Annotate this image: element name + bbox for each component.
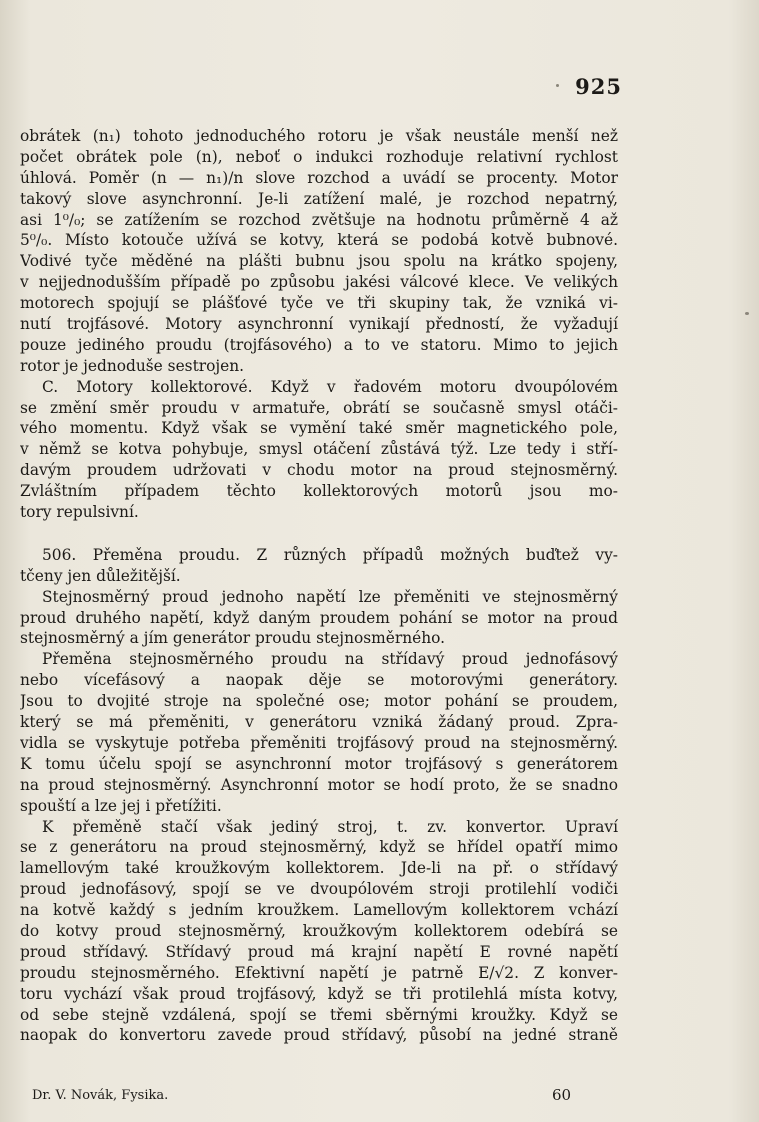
text-line: počet obrátek pole (n), neboť o indukci rozhoduje relativní rychlost xyxy=(20,147,618,166)
paragraph xyxy=(20,587,618,650)
section-heading xyxy=(20,545,618,587)
paper-speck xyxy=(556,84,559,87)
text-line: vidla se vyskytuje potřeba přeměniti trojfásový proud na stejnosměrný. xyxy=(20,733,618,752)
text-line: K přeměně stačí však jediný stroj, t. zv. konvertor. Upraví xyxy=(42,817,618,836)
text-line: vého momentu. Když však se vymění také směr magnetického pole, xyxy=(20,419,618,438)
text-line: davým proudem udržovati v chodu motor na proud stejnosměrný. xyxy=(20,461,618,480)
paragraph xyxy=(20,126,618,377)
text-line: Jsou to dvojité stroje na společné ose; motor pohání se proudem, xyxy=(20,692,618,711)
footer-author: Dr. V. Novák, Fysika. xyxy=(32,1088,169,1103)
text-line: na proud stejnosměrný. Asynchronní motor se hodí proto, že se snadno xyxy=(20,775,618,794)
text-line: 5⁰/₀. Místo kotouče užívá se kotvy, která se podobá kotvě bubnové. xyxy=(20,231,618,250)
text-line: toru vychází však proud trojfásový, když se tři protilehlá místa kotvy, xyxy=(20,984,618,1003)
text-line: Stejnosměrný proud jednoho napětí lze přeměniti ve stejnosměrný xyxy=(42,587,618,606)
text-line: na kotvě každý s jedním kroužkem. Lamellovým kollektorem vchází xyxy=(20,901,618,920)
text-line: lamellovým také kroužkovým kollektorem. Jde-li na př. o střídavý xyxy=(20,859,618,878)
text-line: nebo vícefásový a naopak děje se motorovými generátory. xyxy=(20,671,618,690)
text-line: tčeny jen důležitější. xyxy=(20,566,181,585)
paragraph xyxy=(20,817,618,1047)
paragraph xyxy=(20,377,618,523)
text-line: 506. Přeměna proudu. Z různých případů možných buďtež vy- xyxy=(42,545,618,564)
text-line: se z generátoru na proud stejnosměrný, když se hřídel opatří mimo xyxy=(20,838,618,857)
footer-signature: 60 xyxy=(552,1086,572,1104)
text-line: takový slove asynchronní. Je-li zatížení malé, je rozchod nepatrný, xyxy=(20,189,618,208)
text-line: Zvláštním případem těchto kollektorových motorů jsou mo- xyxy=(20,482,618,501)
text-line: rotor je jednoduše sestrojen. xyxy=(20,356,245,375)
text-line: v nejjednodušším případě po způsobu jakési válcové klece. Ve velikých xyxy=(20,273,618,292)
text-line: Přeměna stejnosměrného proudu na střídavý proud jednofásový xyxy=(42,650,618,669)
paper-speck xyxy=(745,312,749,315)
text-line: se změní směr proudu v armatuře, obrátí se současně smysl otáči- xyxy=(20,398,618,417)
text-line: motorech spojují se plášťové tyče ve tři skupiny tak, že vzniká vi- xyxy=(20,294,618,313)
text-line: úhlová. Poměr (n — n₁)/n slove rozchod a uvádí se procenty. Motor xyxy=(20,168,618,187)
text-line: naopak do konvertoru zavede proud střídavý, působí na jedné straně xyxy=(20,1026,618,1045)
text-line: proudu stejnosměrného. Efektivní napětí je patrně E/√2. Z konver- xyxy=(20,963,618,982)
text-line: pouze jediného proudu (trojfásového) a to ve statoru. Mimo to jejich xyxy=(20,335,618,354)
text-line: v němž se kotva pohybuje, smysl otáčení zůstává týž. Lze tedy i stří- xyxy=(20,440,618,459)
text-line: nutí trojfásové. Motory asynchronní vynikají předností, že vyžadují xyxy=(20,315,618,334)
text-line: spouští a lze jej i přetížiti. xyxy=(20,796,222,815)
text-line: do kotvy proud stejnosměrný, kroužkovým kollektorem odebírá se xyxy=(20,921,618,940)
text-line: K tomu účelu spojí se asynchronní motor trojfásový s generátorem xyxy=(20,754,618,773)
text-line: C. Motory kollektorové. Když v řadovém motoru dvoupólovém xyxy=(42,377,618,396)
text-line: proud druhého napětí, když daným proudem pohání se motor na proud xyxy=(20,608,618,627)
text-line: proud střídavý. Střídavý proud má krajní napětí E rovné napětí xyxy=(20,942,618,961)
body-text xyxy=(20,126,618,1046)
text-line: stejnosměrný a jím generátor proudu stejnosměrného. xyxy=(20,629,446,648)
text-line: tory repulsivní. xyxy=(20,503,139,522)
section-gap xyxy=(20,523,618,545)
text-line: asi 1⁰/₀; se zatížením se rozchod zvětšuje na hodnotu průměrně 4 až xyxy=(20,210,618,229)
text-line: od sebe stejně vzdálená, spojí se třemi sběrnými kroužky. Když se xyxy=(20,1005,618,1024)
text-line: proud jednofásový, spojí se ve dvoupólovém stroji protilehlí vodiči xyxy=(20,880,618,899)
text-line: obrátek (n₁) tohoto jednoduchého rotoru je však neustále menší než xyxy=(20,127,618,145)
text-line: který se má přeměniti, v generátoru vzniká žádaný proud. Zpra- xyxy=(20,713,618,732)
page-number: 925 xyxy=(575,74,622,99)
text-line: Vodivé tyče měděné na plášti bubnu jsou spolu na krátko spojeny, xyxy=(20,252,618,271)
paragraph xyxy=(20,649,618,816)
